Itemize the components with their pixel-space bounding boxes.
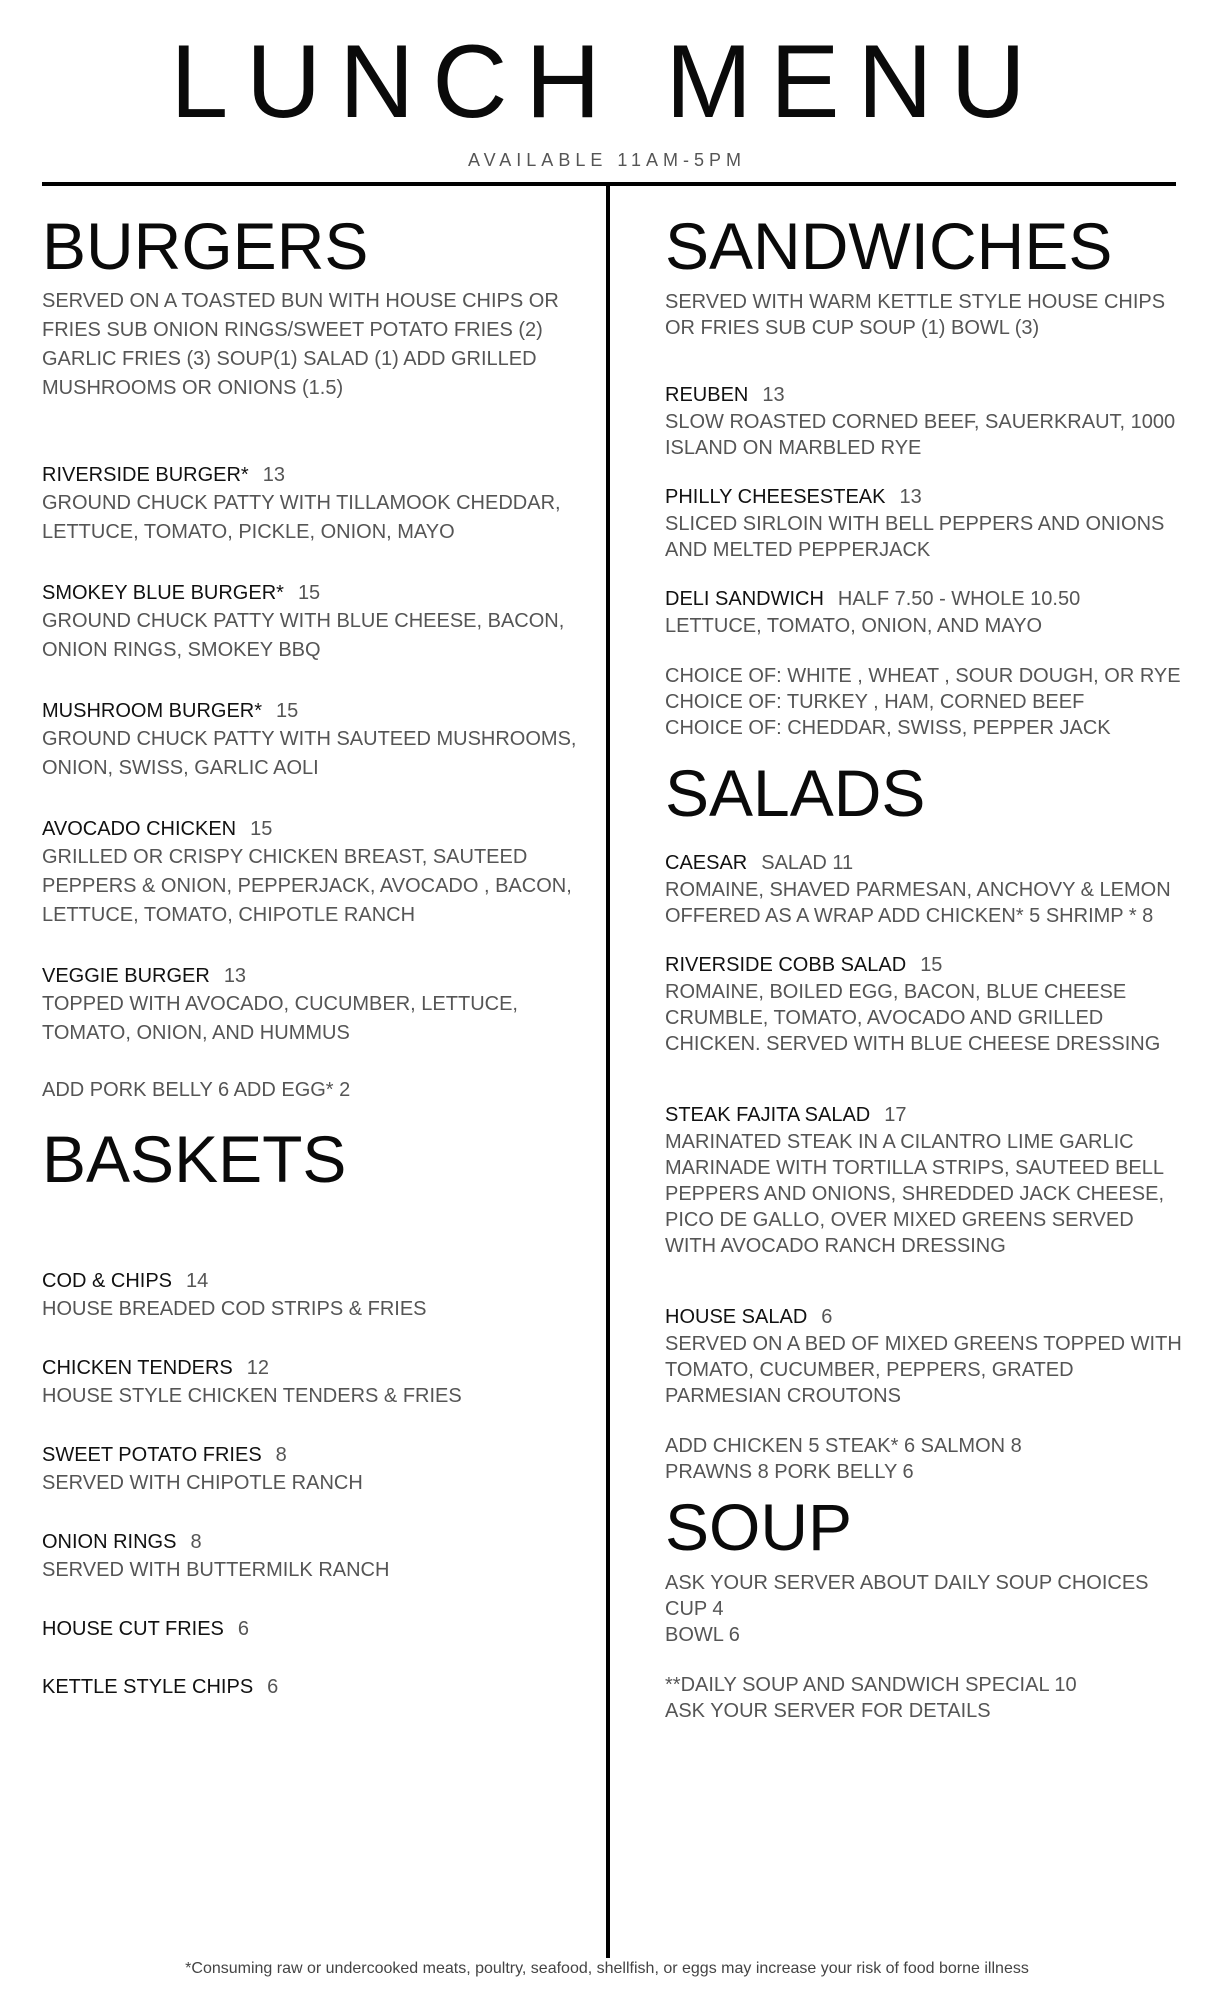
soup-line: CUP 4 [665,1597,724,1620]
left-column [42,209,587,1701]
item-description: GROUND CHUCK PATTY WITH TILLAMOOK CHEDDAR, LETTUCE, TOMATO, PICKLE, ONION, MAYO [42,492,561,544]
item-price: 15 [250,818,273,841]
menu-item-cod-chips [42,1267,587,1324]
choice-bread: CHOICE OF: WHITE , WHEAT , SOUR DOUGH, OR RYE [665,665,1181,688]
item-description: GROUND CHUCK PATTY WITH SAUTEED MUSHROOMS, ONION, SWISS, GARLIC AOLI [42,728,577,780]
salads-heading: SALADS [665,756,926,831]
item-name: KETTLE STYLE CHIPS [42,1675,254,1698]
menu-item-deli-sandwich [665,585,1185,639]
sandwiches-description: SERVED WITH WARM KETTLE STYLE HOUSE CHIPS OR FRIES SUB CUP SOUP (1) BOWL (3) [665,291,1166,340]
menu-item-riverside-burger [42,461,587,547]
item-price: 13 [223,965,247,988]
item-price: 6 [267,1675,279,1698]
item-price: 15 [297,582,321,605]
item-description: LETTUCE, TOMATO, ONION, AND MAYO [665,615,1043,638]
item-price: 6 [237,1617,249,1640]
item-description: GROUND CHUCK PATTY WITH BLUE CHEESE, BACON, ONION RINGS, SMOKEY BBQ [42,610,565,662]
menu-item-chicken-tenders [42,1354,587,1411]
item-description: TOPPED WITH AVOCADO, CUCUMBER, LETTUCE, TOMATO, ONION, AND HUMMUS [42,993,518,1045]
soup-heading: SOUP [665,1489,853,1564]
menu-item-reuben [665,381,1185,461]
item-price: 14 [186,1269,209,1292]
availability-hours: AVAILABLE 11AM-5PM [467,150,747,170]
item-description: ROMAINE, SHAVED PARMESAN, ANCHOVY & LEMON [665,878,1171,901]
item-wrap-option: OFFERED AS A WRAP ADD CHICKEN* 5 SHRIMP * 8 [665,904,1154,927]
menu-item-mushroom-burger [42,697,587,783]
item-name: SWEET POTATO FRIES [42,1443,262,1466]
item-price: 13 [262,464,285,487]
menu-item-kettle-style-chips [42,1673,587,1701]
sandwich-choices [665,663,1185,741]
item-name: HOUSE CUT FRIES [42,1617,224,1640]
menu-item-veggie-burger [42,962,587,1048]
item-description: HOUSE STYLE CHICKEN TENDERS & FRIES [42,1384,462,1407]
salads-addons-line: PRAWNS 8 PORK BELLY 6 [665,1460,914,1483]
item-description: SERVED WITH CHIPOTLE RANCH [42,1471,363,1494]
baskets-heading: BASKETS [42,1122,347,1197]
item-price: 8 [190,1530,202,1553]
menu-item-steak-fajita-salad [665,1101,1185,1259]
item-name: PHILLY CHEESESTEAK [665,486,886,509]
item-name: DELI SANDWICH [665,588,824,611]
item-name: MUSHROOM BURGER* [42,700,263,723]
item-name: REUBEN [665,384,749,407]
special-line: **DAILY SOUP AND SANDWICH SPECIAL 10 [665,1673,1077,1696]
soup-info [665,1570,1185,1648]
daily-special [665,1672,1185,1724]
item-description: HOUSE BREADED COD STRIPS & FRIES [42,1297,427,1320]
burgers-addons: ADD PORK BELLY 6 ADD EGG* 2 [42,1079,351,1102]
menu-item-sweet-potato-fries [42,1441,587,1498]
item-description: SLICED SIRLOIN WITH BELL PEPPERS AND ONIONS AND MELTED PEPPERJACK [665,513,1165,562]
salads-addons [665,1433,1185,1485]
item-name: COD & CHIPS [42,1269,173,1292]
item-name: STEAK FAJITA SALAD [665,1103,871,1126]
column-divider [606,186,610,1958]
soup-line: ASK YOUR SERVER ABOUT DAILY SOUP CHOICES [665,1571,1149,1594]
item-price: 13 [899,486,922,509]
item-price: SALAD 11 [761,851,854,874]
salads-addons-line: ADD CHICKEN 5 STEAK* 6 SALMON 8 [665,1434,1022,1457]
menu-item-onion-rings [42,1528,587,1585]
choice-cheese: CHOICE OF: CHEDDAR, SWISS, PEPPER JACK [665,717,1111,740]
item-price: 12 [246,1356,270,1379]
item-name: RIVERSIDE COBB SALAD [665,953,907,976]
item-price: 15 [920,953,943,976]
item-description: MARINATED STEAK IN A CILANTRO LIME GARLIC MARINADE WITH TORTILLA STRIPS, SAUTEED BELL PEPPERS AND ONIONS, SHREDDED JACK CHEESE, PICO DE GALLO, OVER MIXED GREENS SERVED WITH AVOCADO RANCH DRESSING [665,1130,1165,1257]
item-price: 8 [275,1443,287,1466]
item-name: CHICKEN TENDERS [42,1356,233,1379]
item-price: 6 [821,1305,833,1328]
menu-item-caesar [665,849,1185,929]
right-column [665,209,1185,1724]
item-name: CAESAR [665,851,748,874]
special-line: ASK YOUR SERVER FOR DETAILS [665,1699,991,1722]
item-description: ROMAINE, BOILED EGG, BACON, BLUE CHEESE CRUMBLE, TOMATO, AVOCADO AND GRILLED CHICKEN. SERVED WITH BLUE CHEESE DRESSING [665,980,1161,1055]
item-description: SERVED ON A BED OF MIXED GREENS TOPPED WITH TOMATO, CUCUMBER, PEPPERS, GRATED PARMESIAN CROUTONS [665,1332,1182,1407]
item-name: HOUSE SALAD [665,1305,808,1328]
item-description: GRILLED OR CRISPY CHICKEN BREAST, SAUTEED PEPPERS & ONION, PEPPERJACK, AVOCADO , BACON, LETTUCE, TOMATO, CHIPOTLE RANCH [42,846,572,927]
choice-meat: CHOICE OF: TURKEY , HAM, CORNED BEEF [665,691,1085,714]
item-price: HALF 7.50 - WHOLE 10.50 [837,588,1081,611]
sandwiches-heading: SANDWICHES [665,209,1113,283]
item-name: ONION RINGS [42,1530,177,1553]
menu-title: LUNCH MENU [170,24,1044,140]
menu-item-riverside-cobb-salad [665,951,1185,1057]
item-price: 17 [884,1103,907,1126]
burgers-heading: BURGERS [42,209,369,283]
soup-line: BOWL 6 [665,1623,740,1646]
item-name: AVOCADO CHICKEN [42,818,237,841]
burgers-description: SERVED ON A TOASTED BUN WITH HOUSE CHIPS OR FRIES SUB ONION RINGS/SWEET POTATO FRIES (2) GARLIC FRIES (3) SOUP(1) SALAD (1) ADD GRILLED MUSHROOMS OR ONIONS (1.5) [42,290,559,400]
item-price: 15 [276,700,299,723]
menu-item-avocado-chicken [42,815,587,930]
item-name: VEGGIE BURGER [42,965,210,988]
menu-item-smokey-blue-burger [42,579,587,665]
menu-item-house-salad [665,1303,1185,1409]
item-price: 13 [762,384,785,407]
item-description: SLOW ROASTED CORNED BEEF, SAUERKRAUT, 1000 ISLAND ON MARBLED RYE [665,411,1176,460]
menu-item-philly-cheesesteak [665,483,1185,563]
item-name: RIVERSIDE BURGER* [42,464,249,487]
food-safety-disclaimer: *Consuming raw or undercooked meats, poultry, seafood, shellfish, or eggs may increase your risk of food borne illness [185,1960,1029,1977]
menu-item-house-cut-fries [42,1615,587,1643]
item-name: SMOKEY BLUE BURGER* [42,582,284,605]
item-description: SERVED WITH BUTTERMILK RANCH [42,1558,390,1581]
